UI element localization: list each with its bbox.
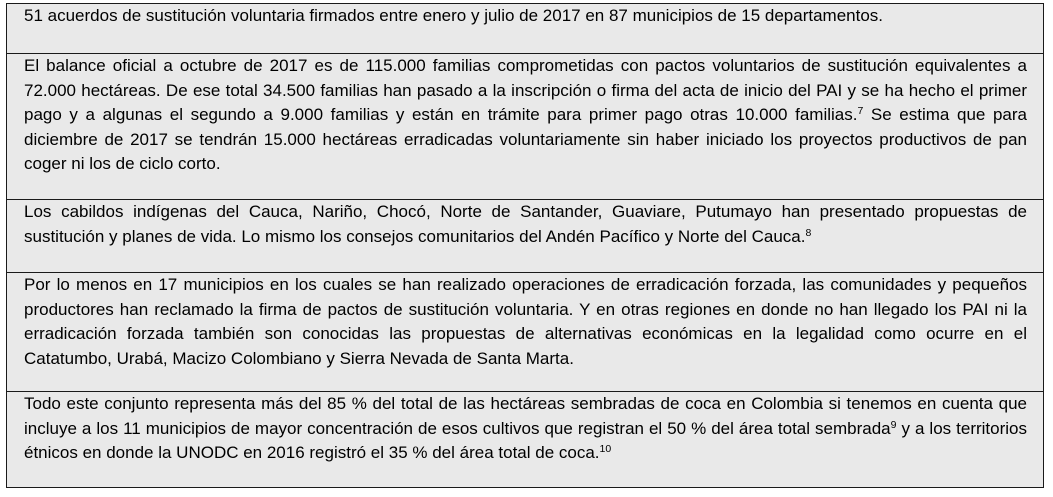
cell-text: y a los territorios étnicos en donde la UNODC en 2016 registró el 35 % del área total de coca. [24, 418, 1027, 463]
footnote-ref: 9 [890, 418, 897, 431]
table-row [7, 273, 1044, 392]
table-row [7, 4, 1044, 54]
cell-text: Por lo menos en 17 municipios en los cuales se han realizado operaciones de erradicación forzada, las comunidades y pequeños productores han reclamado la firma de pactos de sustitución voluntaria. Y en otras regiones en donde no han llegado los PAI ni la erradicación forzada también son conocidas las propuestas de alternativas económicas en la legalidad como ocurre en el Catatumbo, Urabá, Macizo Colombiano y Sierra Nevada de Santa Marta. [24, 275, 1027, 368]
cell-text: 51 acuerdos de sustitución voluntaria firmados entre enero y julio de 2017 en 87 municipios de 15 departamentos. [24, 6, 884, 25]
table-cell [7, 54, 1044, 200]
cell-text: Los cabildos indígenas del Cauca, Nariño, Chocó, Norte de Santander, Guaviare, Putumayo han presentado propuestas de sustitución y planes de vida. Lo mismo los consejos comunitarios del Andén Pacífico y Norte del Cauca. [24, 202, 1027, 246]
summary-table [6, 3, 1044, 488]
table-row [7, 200, 1044, 273]
table-cell [7, 273, 1044, 392]
cell-text: Todo este conjunto representa más del 85 % del total de las hectáreas sembradas de coca en Colombia si tenemos en cuenta que incluye a los 11 municipios de mayor concentración de esos cultivos que registran el 50 % del área total sembrada [24, 394, 1027, 438]
table-row [7, 54, 1044, 200]
cell-text: El balance oficial a octubre de 2017 es de 115.000 familias comprometidas con pactos voluntarios de sustitución equivalentes a 72.000 hectáreas. De ese total 34.500 familias han pasado a la inscripción o firma del acta de inicio del PAI y se ha hecho el primer pago y a algunas el segundo a 9.000 familias y están en trámite para primer pago otras 10.000 familias. [24, 56, 1027, 125]
footnote-ref: 8 [805, 226, 812, 239]
table-row [7, 392, 1044, 488]
table-cell [7, 392, 1044, 488]
cell-text: Se estima que para diciembre de 2017 se tendrán 15.000 hectáreas erradicadas voluntariamente sin haber iniciado los proyectos productivos de pan coger ni los de ciclo corto. [24, 105, 1027, 174]
table-cell [7, 200, 1044, 273]
footnote-ref: 7 [857, 105, 864, 118]
footnote-ref: 10 [599, 443, 612, 456]
table-cell [7, 4, 1044, 54]
